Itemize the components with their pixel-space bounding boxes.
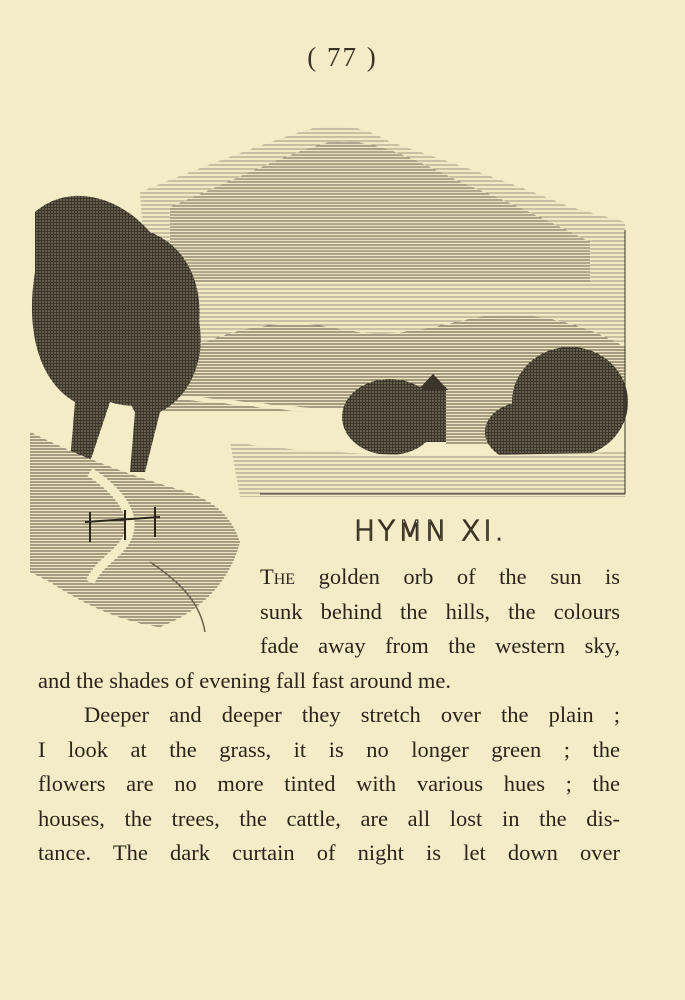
line-text: golden orb of the sun is xyxy=(295,564,620,589)
page-number: ( 77 ) xyxy=(307,42,378,72)
hymn-title: HYMN XI. xyxy=(354,514,507,547)
text-line: flowers are no more tinted with various hues ; the xyxy=(38,771,620,796)
drop-word: The xyxy=(260,564,296,589)
text-line: tance. The dark curtain of night is let down over xyxy=(38,840,620,865)
text-line: houses, the trees, the cattle, are all lost in the dis- xyxy=(38,805,620,831)
text-line: and the shades of evening fall fast around me. xyxy=(38,667,451,693)
text-line: fade away from the western sky, xyxy=(260,633,620,658)
text-line: sunk behind the hills, the colours xyxy=(260,598,620,624)
hymn-text xyxy=(38,560,620,871)
text-line: I look at the grass, it is no longer green ; the xyxy=(38,736,620,762)
text-line: Deeper and deeper they stretch over the plain ; xyxy=(84,702,620,727)
text-line xyxy=(260,560,620,595)
